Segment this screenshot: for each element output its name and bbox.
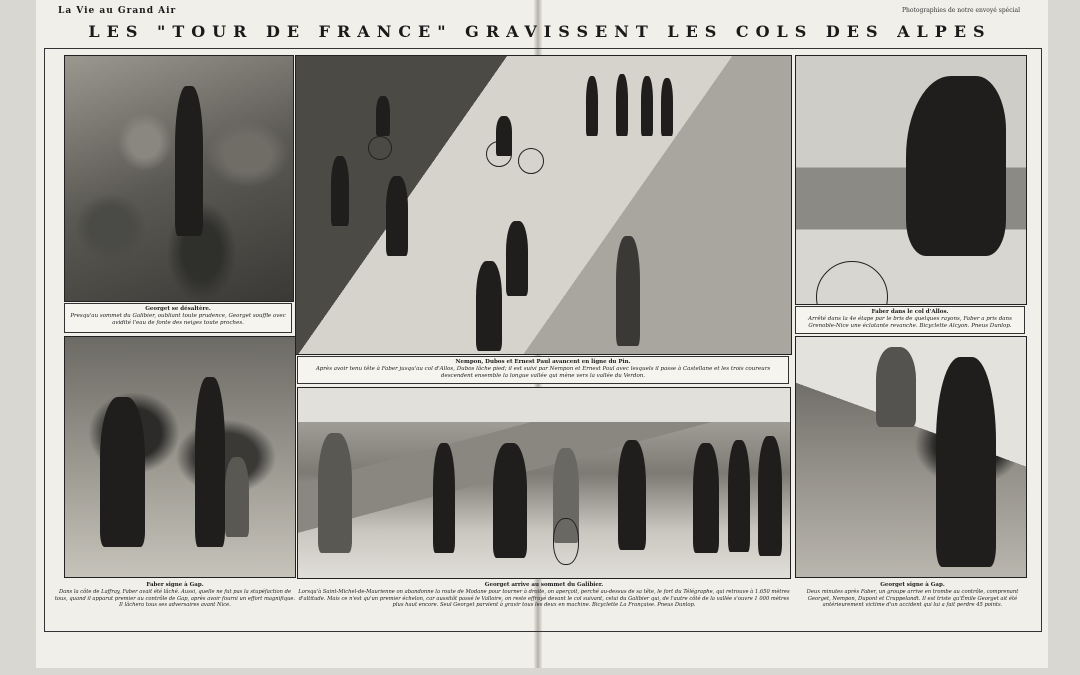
caption-nempon-dubos [297, 356, 789, 384]
caption-text: Arrêté dans la 4e étape par le bris de quelques rayons, Faber a pris dans Grenoble-Nice une éclatante revanche. Bicyclette Alcyon. Pneus Dunlop. [808, 316, 1012, 329]
caption-title: Faber signe à Gap. [146, 582, 204, 588]
caption-faber-allos [795, 306, 1025, 334]
photo-georget-gap [795, 336, 1027, 578]
caption-title: Nempon, Dubos et Ernest Paul avancent en ligne du Pin. [455, 359, 631, 365]
caption-text: Deux minutes après Faber, un groupe arrive en trombe au contrôle, comprenant Georget, Nempon, Dupont et Cruppelandt. Il est triste qu'Émile Georget ait été antérieurement victime d'un accident qui lui a fait perdre 45 points. [806, 589, 1019, 609]
photo-faber-allos [795, 55, 1027, 305]
caption-georget-gap [795, 582, 1030, 609]
caption-faber-gap [54, 582, 296, 609]
caption-georget-galibier [298, 582, 790, 609]
photo-galibier-summit [297, 387, 791, 579]
caption-text: Presqu'au sommet du Galibier, oubliant toute prudence, Georget souffle avec avidité l'eau de fonte des neiges toute proches. [70, 313, 286, 326]
caption-text: Après avoir tenu tête à Faber jusqu'au col d'Allos, Dubos lâche pied; il est suivi par Nempon et Ernest Paul avec lesquels il passe à Castellane et les trois coureurs descendent ensemble la longue vallée qui mène vers la vallée du Verdon. [315, 366, 771, 379]
photo-faber-gap [64, 336, 296, 578]
photo-credit: Photographies de notre envoyé spécial [901, 7, 1020, 14]
caption-title: Georget signe à Gap. [880, 582, 945, 588]
magazine-title: La Vie au Grand Air [58, 6, 177, 16]
photo-georget-drinking [64, 55, 294, 302]
caption-georget-desaltere [64, 303, 292, 333]
caption-title: Georget arrive au sommet du Galibier. [484, 582, 604, 588]
caption-text: Dans la côte de Laffray, Faber avait été lâché. Aussi, quelle ne fut pas la stupéfaction de tous, quand il apparut premier au contrôle de Gap, après avoir fourni un effort magnifique. Il lâchera tous ses adversaires avant Nice. [54, 589, 296, 609]
caption-title: Faber dans le col d'Allos. [871, 309, 949, 315]
headline: LES "TOUR DE FRANCE" GRAVISSENT LES COLS DES ALPES [88, 22, 992, 41]
caption-title: Georget se désaltère. [145, 306, 211, 312]
caption-text: Lorsqu'à Saint-Michel-de-Maurienne on abandonne la route de Modane pour tourner à droite, on aperçoit, perché au-dessus de sa tête, le fort du Télégraphe, qui retrouve à 1.650 mètres d'altitude. Mais ce n'est qu'un premier échelon, car aussitôt passé le Valloire, on reste effrayé devant le col suivant, celui du Galibier qui, de l'autre côté de la vallée s'ouvre 1 000 mètres plus haut encore. Seul Georget parvient à gravir tous les deux en machine. Bicyclette La Française. Pneus Dunlop. [298, 589, 790, 609]
photo-nempon-dubos-road [295, 55, 792, 355]
